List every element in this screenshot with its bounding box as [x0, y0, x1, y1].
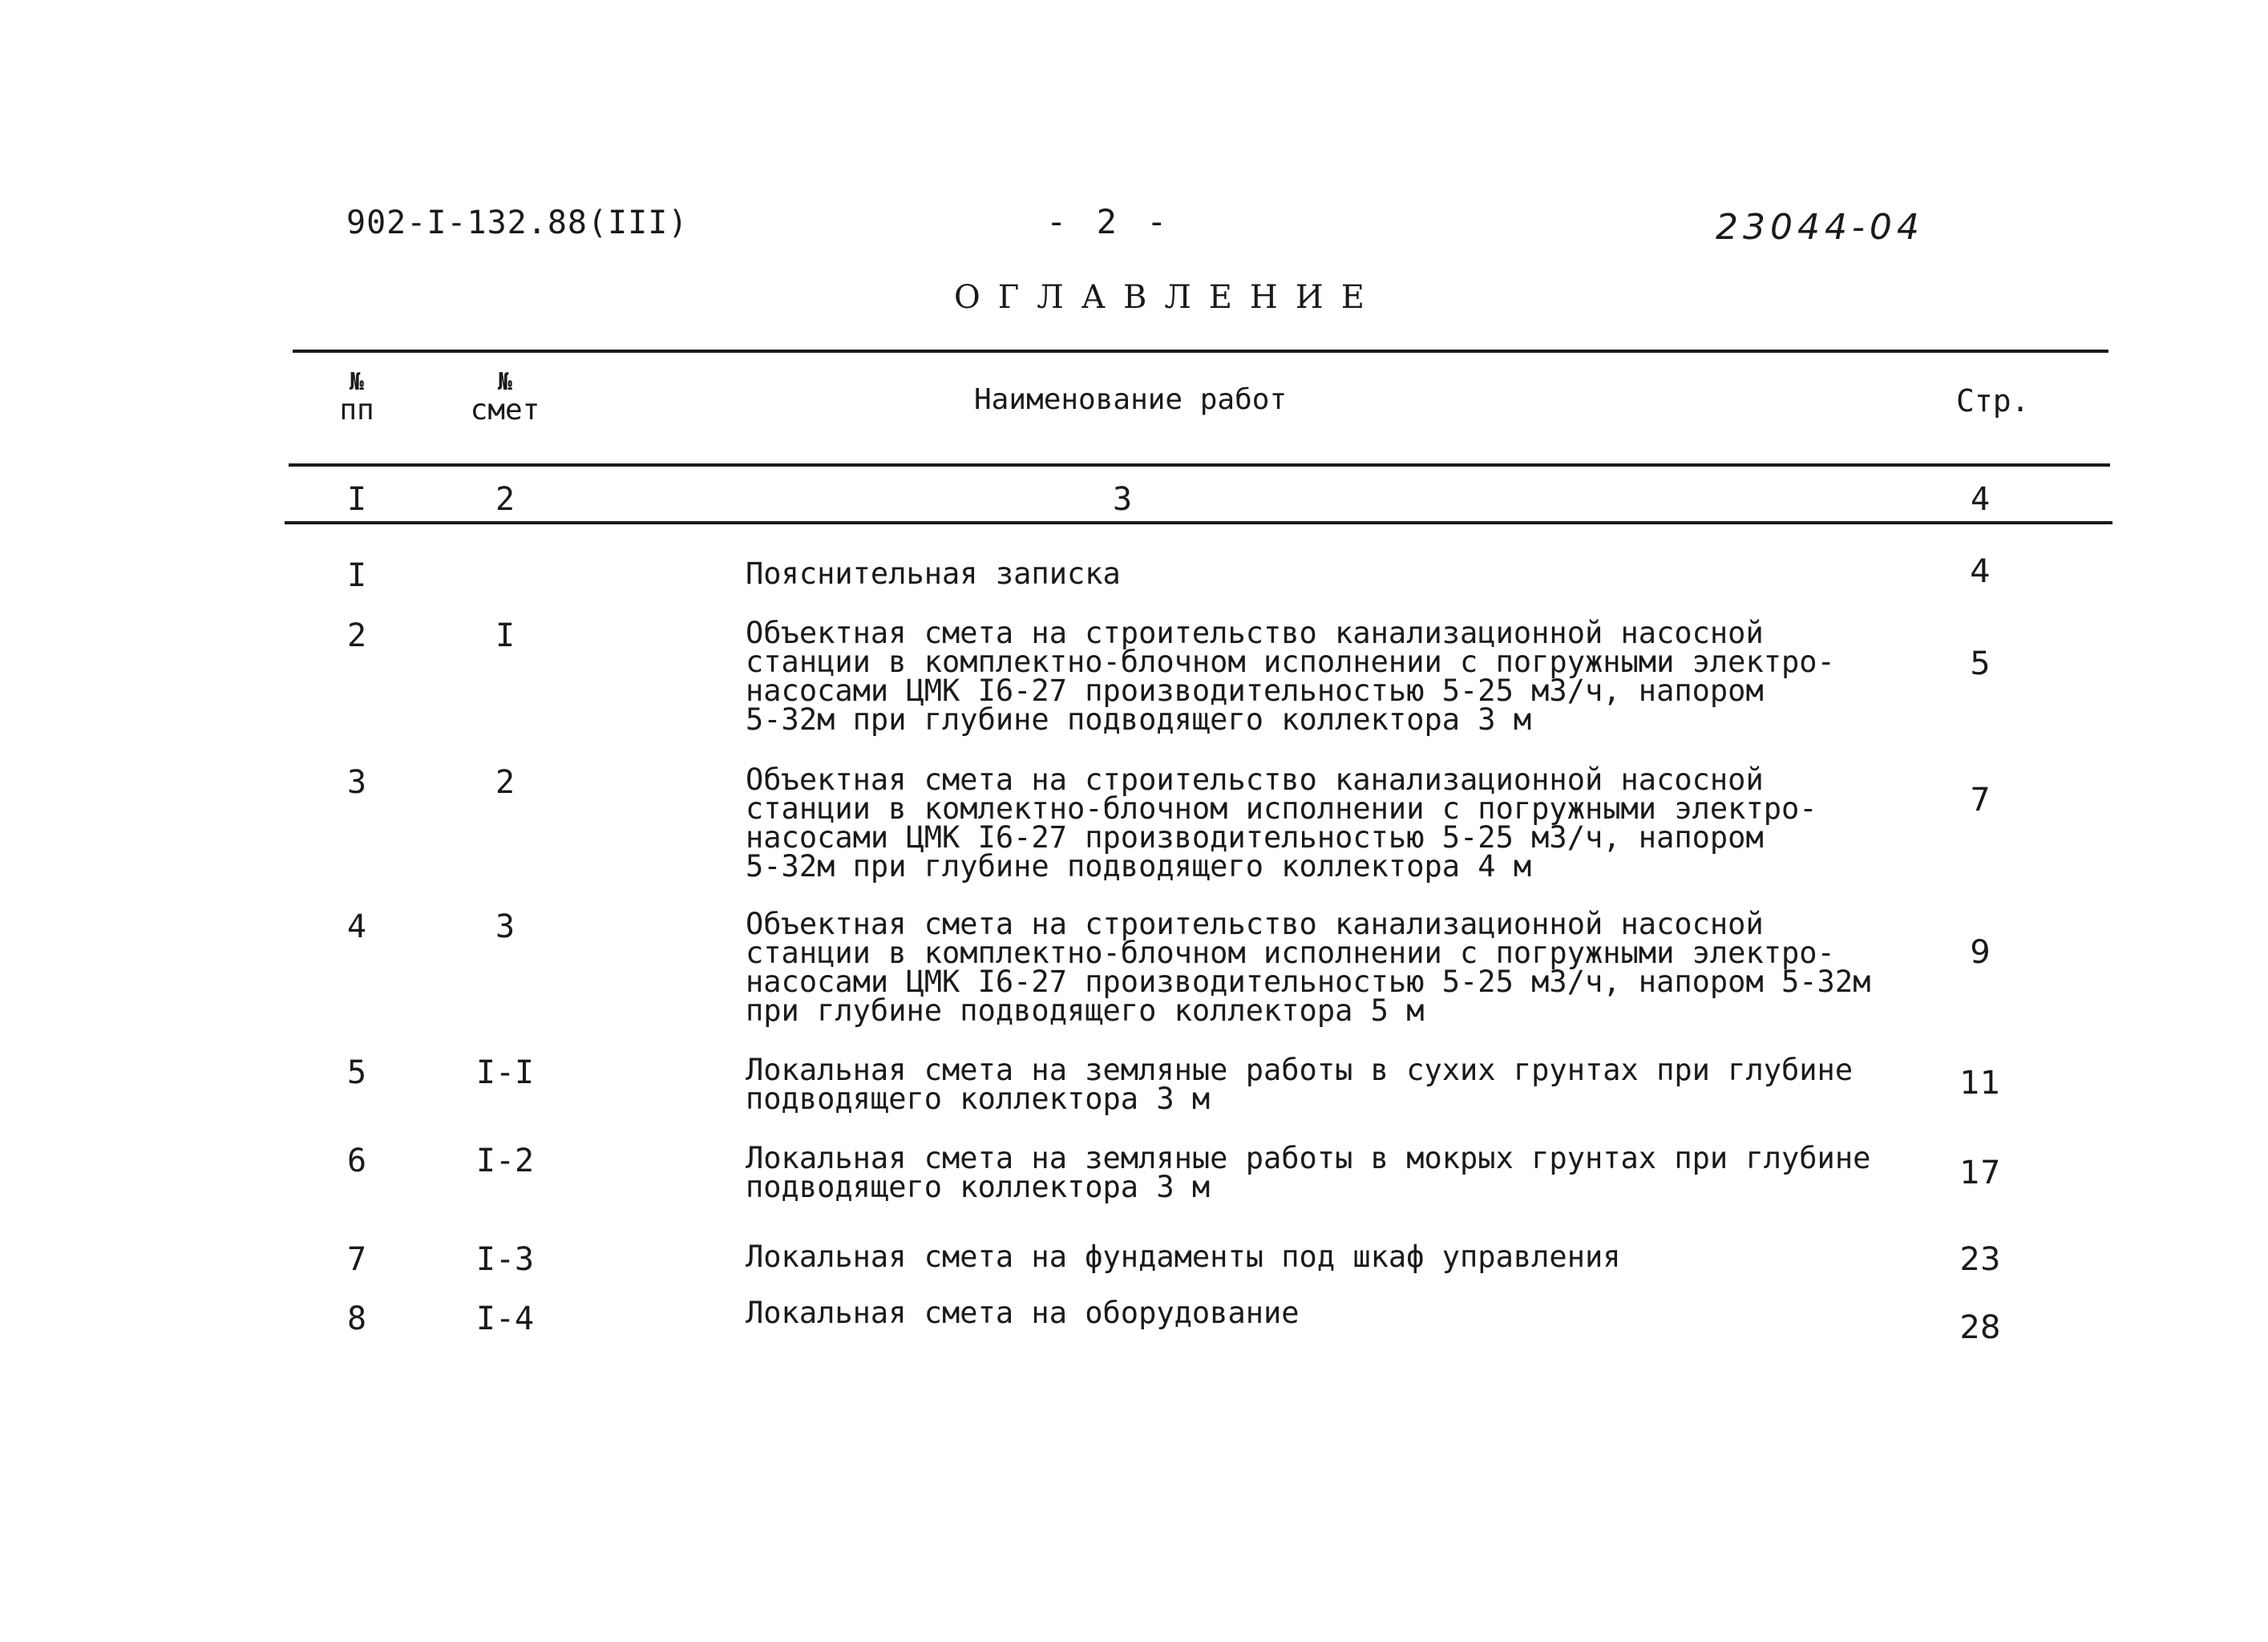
- row-text: Локальная смета на оборудование: [746, 1296, 1300, 1330]
- row-pp: I: [346, 557, 367, 594]
- row-text: Локальная смета на фундаменты под шкаф управления: [746, 1240, 1621, 1274]
- row-page: 23: [1959, 1241, 2001, 1278]
- table-top-rule: [293, 350, 2108, 353]
- column-header-name: Наименование работ: [974, 383, 1288, 416]
- column-number-2: 2: [495, 481, 515, 518]
- row-smet: I: [495, 617, 515, 654]
- row-smet: 2: [495, 764, 515, 801]
- row-page: 7: [1970, 782, 1991, 819]
- page-title: ОГЛАВЛЕНИЕ: [954, 279, 1382, 316]
- table-colnum-rule: [285, 521, 2112, 524]
- column-number-4: 4: [1970, 481, 1991, 518]
- row-smet: 3: [495, 908, 515, 945]
- column-number-3: 3: [1112, 481, 1133, 518]
- column-header-pp: [333, 370, 381, 427]
- row-pp: 5: [346, 1054, 367, 1091]
- column-header-smet-label: смет: [470, 394, 540, 427]
- row-page: 11: [1959, 1065, 2001, 1102]
- document-code: 902-I-132.88(III): [346, 204, 689, 241]
- row-smet: I-4: [475, 1300, 535, 1337]
- row-page: 9: [1970, 934, 1991, 971]
- row-text: Локальная смета на земляные работы в сухих грунтах при глубине подводящего коллектора 3 м: [746, 1053, 1854, 1116]
- row-pp: 7: [346, 1241, 367, 1278]
- row-page: 4: [1970, 553, 1991, 590]
- row-text: Объектная смета на строительство канализационной насосной станции в комплектно-блочном исполнении с погружными электро- насосами ЦМК I6-27 производительностью 5-25 м3/ч, напором 5-32м при глубине подводящего коллектора 3 м: [746, 616, 1835, 737]
- row-text: Локальная смета на земляные работы в мокрых грунтах при глубине подводящего коллектора 3 м: [746, 1141, 1871, 1204]
- column-header-page: Стр.: [1956, 383, 2030, 419]
- column-header-smet: [461, 370, 549, 427]
- row-text: Объектная смета на строительство канализационной насосной станции в комлектно-блочном исполнении с погружными электро- насосами ЦМК I6-27 производительностью 5-25 м3/ч, напором 5-32м при глубине подводящего коллектора 4 м: [746, 762, 1817, 884]
- row-page: 5: [1970, 645, 1991, 682]
- number-sign: №: [349, 368, 365, 396]
- row-text: Пояснительная записка: [746, 556, 1121, 591]
- inventory-number: 23044-04: [1716, 207, 1924, 248]
- number-sign: №: [497, 368, 513, 396]
- table-header-rule: [289, 463, 2110, 467]
- row-text: Объектная смета на строительство канализационной насосной станции в комплектно-блочном исполнении с погружными электро- насосами ЦМК I6-27 производительностью 5-25 м3/ч, напором 5-32м при глубине подводящего коллектора 5 м: [746, 907, 1871, 1028]
- column-header-pp-label: пп: [339, 394, 374, 427]
- row-page: 17: [1959, 1155, 2001, 1191]
- row-pp: 6: [346, 1143, 367, 1179]
- row-pp: 8: [346, 1300, 367, 1337]
- column-number-1: I: [346, 481, 367, 518]
- row-smet: I-3: [475, 1241, 535, 1278]
- row-smet: I-I: [475, 1054, 535, 1091]
- row-pp: 3: [346, 764, 367, 801]
- page-number: - 2 -: [1046, 202, 1172, 241]
- row-pp: 4: [346, 908, 367, 945]
- row-smet: I-2: [475, 1143, 535, 1179]
- row-page: 28: [1959, 1309, 2001, 1346]
- row-pp: 2: [346, 617, 367, 654]
